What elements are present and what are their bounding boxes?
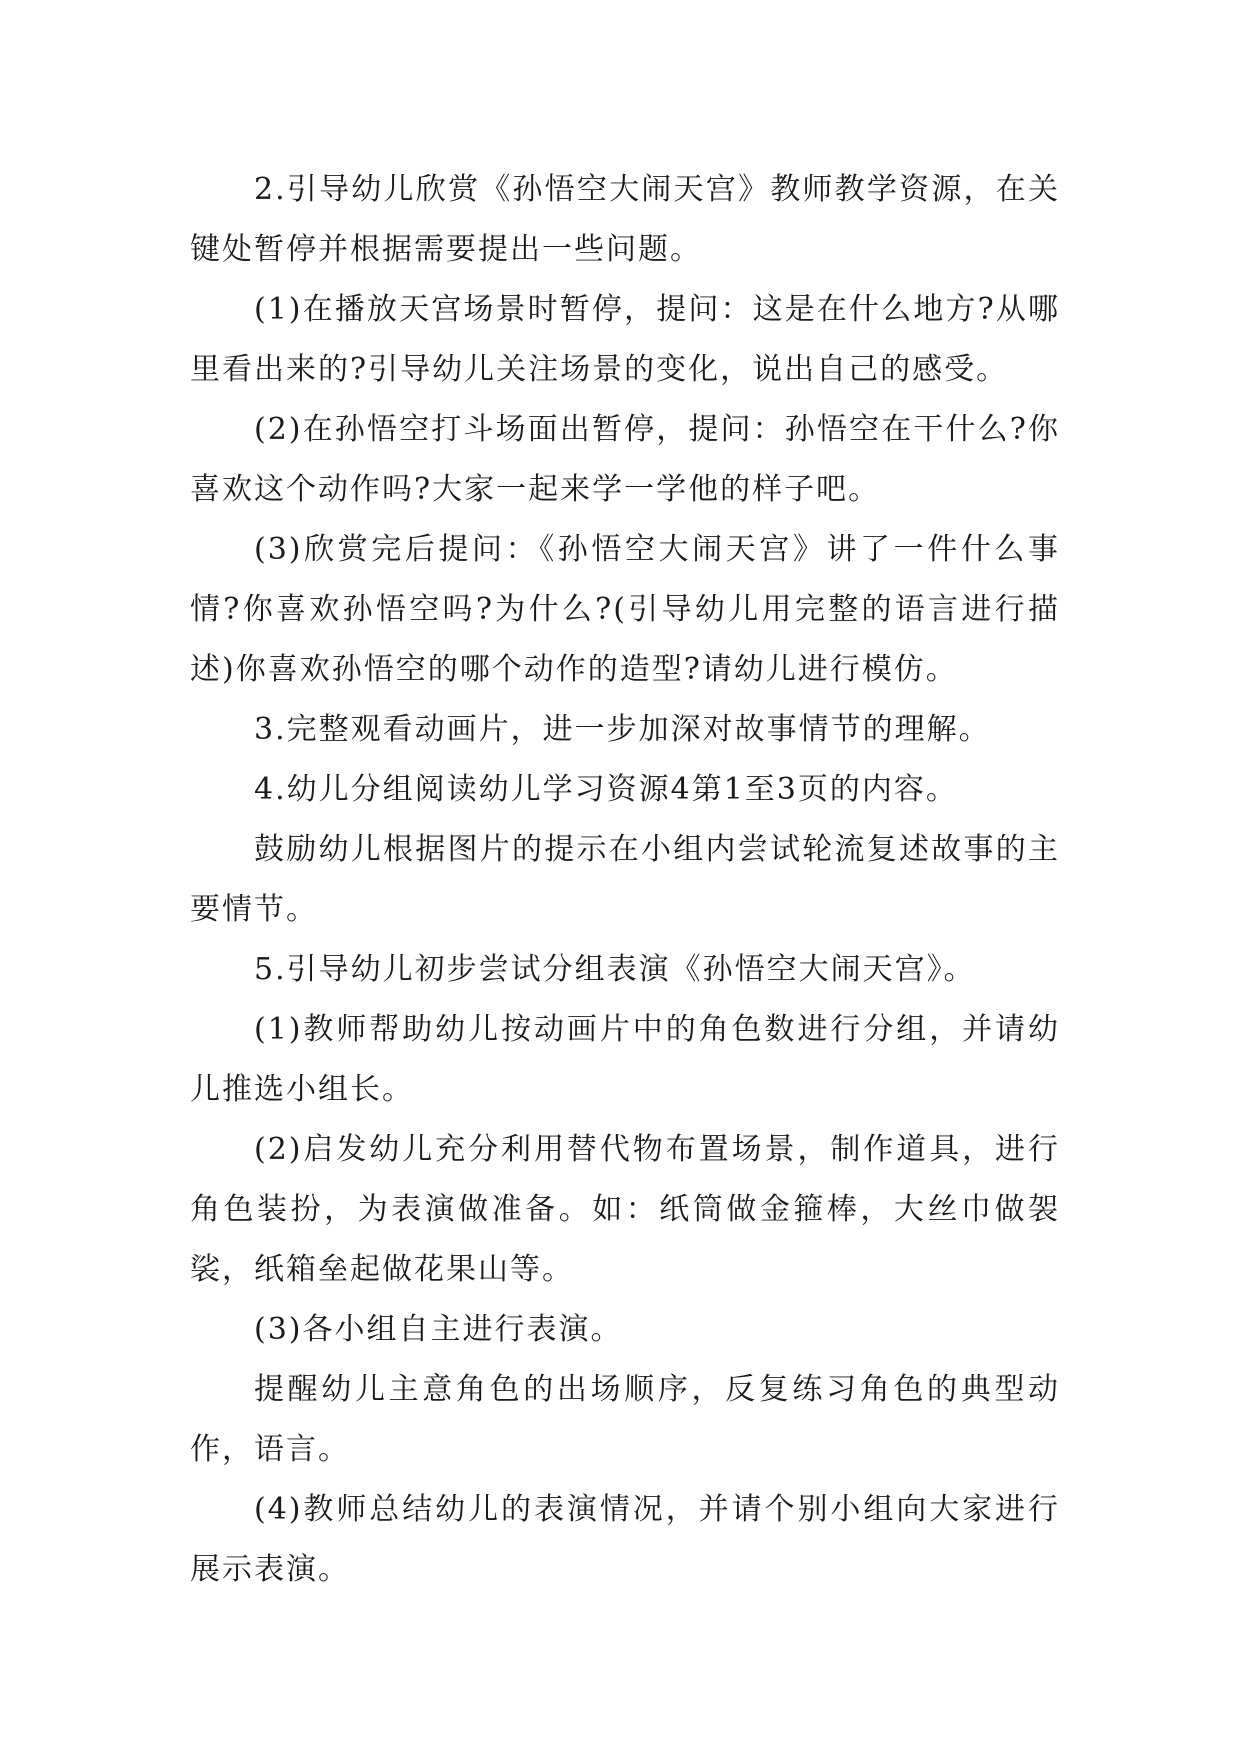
- paragraph-step-4-note: 鼓励幼儿根据图片的提示在小组内尝试轮流复述故事的主要情节。: [190, 832, 1060, 927]
- paragraph-step-4: 4.幼儿分组阅读幼儿学习资源4第1至3页的内容。: [254, 772, 958, 807]
- paragraph-step-5-4: (4)教师总结幼儿的表演情况，并请个别小组向大家进行展示表演。: [190, 1492, 1060, 1587]
- paragraph-step-5-3: (3)各小组自主进行表演。: [254, 1312, 623, 1347]
- paragraph-step-5: 5.引导幼儿初步尝试分组表演《孙悟空大闹天宫》。: [254, 952, 976, 987]
- paragraph-step-5-3-note: 提醒幼儿主意角色的出场顺序，反复练习角色的典型动作，语言。: [190, 1372, 1060, 1467]
- paragraph-step-2: 2.引导幼儿欣赏《孙悟空大闹天宫》教师教学资源，在关键处暂停并根据需要提出一些问题。: [190, 172, 1060, 267]
- paragraph-step-2-2: (2)在孙悟空打斗场面出暂停，提问：孙悟空在干什么?你喜欢这个动作吗?大家一起来学一学他的样子吧。: [190, 412, 1060, 507]
- document-body: [190, 160, 1060, 1600]
- paragraph-step-3: 3.完整观看动画片，进一步加深对故事情节的理解。: [254, 712, 991, 747]
- paragraph-step-5-1: (1)教师帮助幼儿按动画片中的角色数进行分组，并请幼儿推选小组长。: [190, 1012, 1060, 1107]
- paragraph-step-2-1: (1)在播放天宫场景时暂停，提问：这是在什么地方?从哪里看出来的?引导幼儿关注场景的变化，说出自己的感受。: [190, 292, 1060, 387]
- paragraph-step-2-3: (3)欣赏完后提问：《孙悟空大闹天宫》讲了一件什么事情?你喜欢孙悟空吗?为什么?(引导幼儿用完整的语言进行描述)你喜欢孙悟空的哪个动作的造型?请幼儿进行模仿。: [190, 532, 1060, 687]
- paragraph-step-5-2: (2)启发幼儿充分利用替代物布置场景，制作道具，进行角色装扮，为表演做准备。如：纸筒做金箍棒，大丝巾做袈裟，纸箱垒起做花果山等。: [190, 1132, 1060, 1287]
